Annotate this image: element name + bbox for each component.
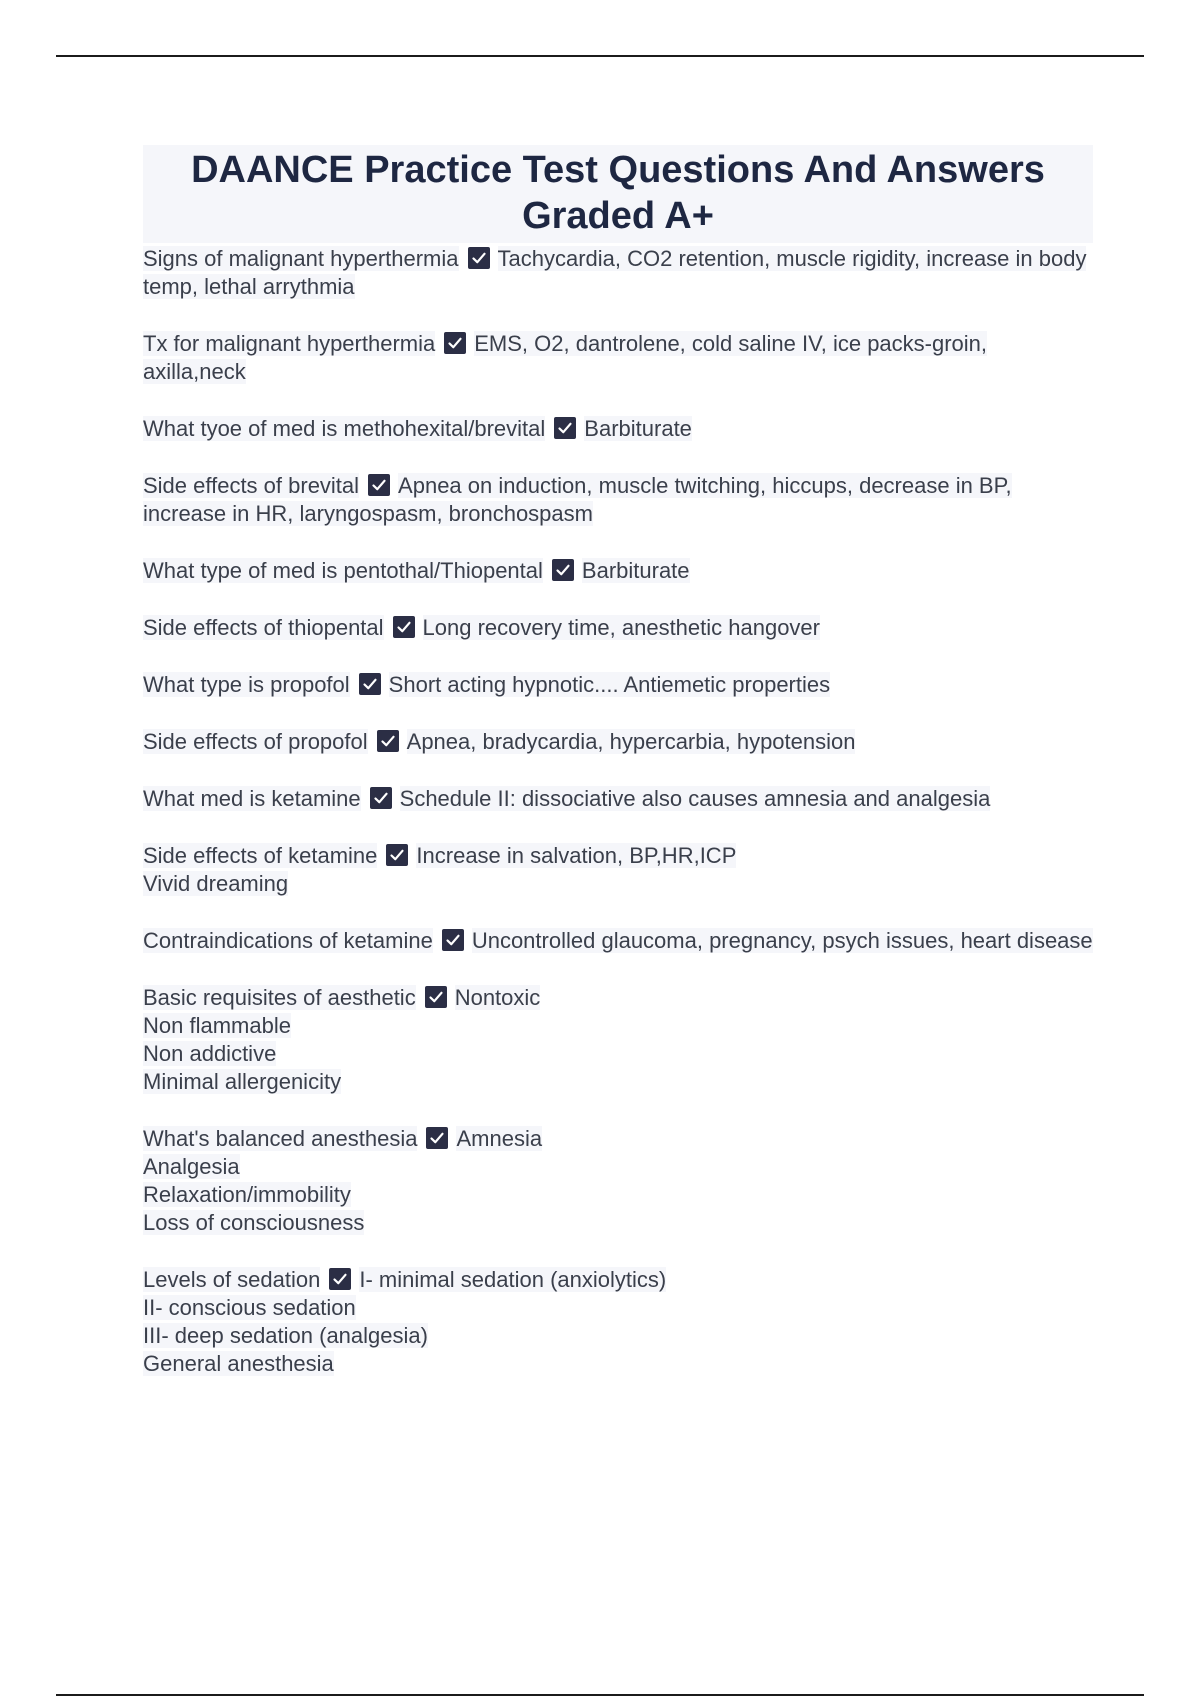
qa-item <box>143 984 1093 1096</box>
question-text: What type of med is pentothal/Thiopental <box>143 558 543 583</box>
header-rule <box>56 55 1144 57</box>
title-block <box>143 145 1093 243</box>
checkbox-checked-icon <box>368 474 390 496</box>
answer-text: Apnea, bradycardia, hypercarbia, hypotension <box>406 729 856 754</box>
checkbox-checked-icon <box>442 929 464 951</box>
checkbox-checked-icon <box>370 787 392 809</box>
checkbox-checked-icon <box>552 559 574 581</box>
qa-item <box>143 614 1093 642</box>
answer-continuation: Relaxation/immobility <box>143 1182 351 1207</box>
question-text: What tyoe of med is methohexital/brevital <box>143 416 546 441</box>
checkbox-checked-icon <box>426 1127 448 1149</box>
checkbox-checked-icon <box>425 986 447 1008</box>
qa-item <box>143 728 1093 756</box>
qa-item <box>143 245 1093 301</box>
answer-text: Increase in salvation, BP,HR,ICP <box>416 843 737 868</box>
question-text: What's balanced anesthesia <box>143 1126 418 1151</box>
question-text: Basic requisites of aesthetic <box>143 985 416 1010</box>
question-text: Side effects of thiopental <box>143 615 384 640</box>
answer-continuation: Loss of consciousness <box>143 1210 365 1235</box>
qa-list <box>143 245 1093 1378</box>
answer-continuation: Analgesia <box>143 1154 240 1179</box>
question-text: What med is ketamine <box>143 786 361 811</box>
answer-text: Short acting hypnotic.... Antiemetic properties <box>388 672 831 697</box>
answer-text: Barbiturate <box>581 558 690 583</box>
answer-continuation: Non flammable <box>143 1013 291 1038</box>
answer-text: Apnea on induction, muscle twitching, hiccups, decrease in BP, increase in HR, laryngospasm, bronchospasm <box>143 473 1012 526</box>
checkbox-checked-icon <box>444 332 466 354</box>
qa-item <box>143 557 1093 585</box>
qa-item <box>143 472 1093 528</box>
answer-text: Nontoxic <box>454 985 541 1010</box>
answer-continuation: Non addictive <box>143 1041 277 1066</box>
qa-item <box>143 1125 1093 1237</box>
qa-item <box>143 330 1093 386</box>
qa-item <box>143 415 1093 443</box>
document-body <box>143 145 1093 1407</box>
answer-continuation: III- deep sedation (analgesia) <box>143 1323 428 1348</box>
qa-item <box>143 842 1093 898</box>
checkbox-checked-icon <box>359 673 381 695</box>
checkbox-checked-icon <box>386 844 408 866</box>
answer-continuation: Minimal allergenicity <box>143 1069 342 1094</box>
answer-text: EMS, O2, dantrolene, cold saline IV, ice packs-groin, axilla,neck <box>143 331 988 384</box>
question-text: Contraindications of ketamine <box>143 928 433 953</box>
answer-text: I- minimal sedation (anxiolytics) <box>359 1267 667 1292</box>
answer-text: Uncontrolled glaucoma, pregnancy, psych issues, heart disease <box>471 928 1093 953</box>
answer-text: Barbiturate <box>584 416 692 441</box>
document-title: DAANCE Practice Test Questions And Answers Graded A+ <box>191 149 1045 237</box>
answer-continuation: General anesthesia <box>143 1351 334 1376</box>
checkbox-checked-icon <box>468 247 490 269</box>
question-text: Signs of malignant hyperthermia <box>143 246 459 271</box>
question-text: Levels of sedation <box>143 1267 321 1292</box>
qa-item <box>143 785 1093 813</box>
answer-text: Schedule II: dissociative also causes amnesia and analgesia <box>399 786 991 811</box>
checkbox-checked-icon <box>393 616 415 638</box>
answer-text: Tachycardia, CO2 retention, muscle rigidity, increase in body temp, lethal arrythmia <box>143 246 1087 299</box>
question-text: What type is propofol <box>143 672 350 697</box>
qa-item <box>143 671 1093 699</box>
qa-item <box>143 1266 1093 1378</box>
question-text: Side effects of ketamine <box>143 843 378 868</box>
answer-continuation: Vivid dreaming <box>143 871 289 896</box>
checkbox-checked-icon <box>329 1268 351 1290</box>
checkbox-checked-icon <box>554 417 576 439</box>
question-text: Tx for malignant hyperthermia <box>143 331 436 356</box>
answer-text: Long recovery time, anesthetic hangover <box>422 615 820 640</box>
answer-text: Amnesia <box>456 1126 543 1151</box>
question-text: Side effects of brevital <box>143 473 360 498</box>
checkbox-checked-icon <box>377 730 399 752</box>
footer-rule <box>56 1694 1144 1696</box>
qa-item <box>143 927 1093 955</box>
question-text: Side effects of propofol <box>143 729 368 754</box>
answer-continuation: II- conscious sedation <box>143 1295 356 1320</box>
